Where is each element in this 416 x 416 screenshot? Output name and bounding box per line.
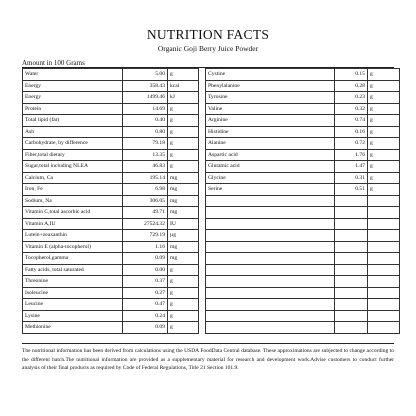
nutrient-value: 14.69	[123, 103, 168, 115]
nutrient-value: 0.27	[123, 287, 168, 299]
nutrient-unit	[368, 218, 400, 230]
table-row	[23, 138, 199, 150]
nutrient-name: Total lipid (fat)	[23, 115, 123, 127]
table-row	[206, 126, 400, 138]
nutrient-name: Histidine	[206, 126, 335, 138]
nutrient-name: Sugar,total including NLEA	[23, 161, 123, 173]
nutrient-name: Vitamin A,IU	[23, 218, 123, 230]
bottom-divider	[22, 343, 394, 344]
table-row	[206, 80, 400, 92]
table-row	[23, 276, 199, 288]
product-subtitle: Organic Goji Berry Juice Powder	[157, 44, 259, 53]
nutrient-unit	[368, 276, 400, 288]
nutrient-value	[335, 276, 368, 288]
nutrient-value	[335, 207, 368, 219]
nutrient-value: 46.83	[123, 161, 168, 173]
nutrient-name: Carbohydrate, by difference	[23, 138, 123, 150]
nutrient-name	[206, 253, 335, 265]
nutrient-name: Lysine	[23, 310, 123, 322]
nutrient-value: 5.00	[123, 69, 168, 81]
nutrient-name: Ash	[23, 126, 123, 138]
table-row	[206, 92, 400, 104]
nutrient-unit: g	[168, 161, 199, 173]
nutrient-unit	[368, 310, 400, 322]
nutrient-value	[335, 310, 368, 322]
nutrient-name: Valine	[206, 103, 335, 115]
nutrient-value: 358.43	[123, 80, 168, 92]
nutrient-unit: g	[168, 264, 199, 276]
nutrient-value	[335, 264, 368, 276]
nutrient-unit: kJ	[168, 92, 199, 104]
nutrient-unit: mg	[168, 207, 199, 219]
nutrient-unit: g	[368, 149, 400, 161]
nutrient-value: 0.28	[335, 80, 368, 92]
table-row	[23, 115, 199, 127]
nutrient-name: Alanine	[206, 138, 335, 150]
nutrient-value: 49.71	[123, 207, 168, 219]
nutrient-table-left	[22, 68, 199, 334]
nutrient-unit: g	[368, 138, 400, 150]
nutrient-value	[335, 218, 368, 230]
nutrient-value	[335, 195, 368, 207]
nutrient-unit	[368, 287, 400, 299]
nutrient-unit: g	[368, 172, 400, 184]
nutrient-name: Fiber,total dietary	[23, 149, 123, 161]
table-row	[23, 322, 199, 334]
nutrient-name	[206, 207, 335, 219]
nutrient-value: 0.37	[123, 276, 168, 288]
table-row	[206, 287, 400, 299]
nutrient-name	[206, 230, 335, 242]
nutrient-value: 79.18	[123, 138, 168, 150]
nutrient-value	[335, 230, 368, 242]
table-row	[206, 184, 400, 196]
nutrient-value: 0.24	[123, 310, 168, 322]
nutrient-name: Arginine	[206, 115, 335, 127]
nutrient-value: 0.40	[123, 115, 168, 127]
footnote-text: The nutritional information has been derived from calculations using the USDA FoodData Central database. These approximations are subjected to change according to the different batch.The nutritional information are provided as a supplementary material for research and development work.Advise customers to conduct further analysis of their final products as required by Code of Federal Regulations, Title 21 Section 101.9.	[22, 348, 394, 372]
nutrient-name: Leucine	[23, 299, 123, 311]
nutrient-unit: g	[168, 103, 199, 115]
table-row	[23, 103, 199, 115]
nutrient-value	[335, 241, 368, 253]
table-row	[206, 230, 400, 242]
nutrient-name: Glycine	[206, 172, 335, 184]
nutrient-name	[206, 241, 335, 253]
nutrient-value: 27524.32	[123, 218, 168, 230]
table-row	[23, 149, 199, 161]
table-row	[206, 253, 400, 265]
nutrient-name: Tyrosine	[206, 92, 335, 104]
nutrient-unit	[368, 207, 400, 219]
nutrient-value: 0.74	[335, 115, 368, 127]
table-row	[206, 161, 400, 173]
nutrient-name: Tocopherol,gamma	[23, 253, 123, 265]
nutrient-value: 6.98	[123, 184, 168, 196]
table-row	[23, 92, 199, 104]
nutrient-value: 0.72	[335, 138, 368, 150]
nutrient-name	[206, 310, 335, 322]
nutrient-unit: mg	[168, 172, 199, 184]
table-row	[206, 241, 400, 253]
nutrient-value: 1.16	[123, 241, 168, 253]
nutrient-unit: g	[168, 287, 199, 299]
nutrient-unit	[368, 230, 400, 242]
nutrient-name: Serine	[206, 184, 335, 196]
nutrient-unit: IU	[168, 218, 199, 230]
nutrient-value: 0.15	[335, 69, 368, 81]
nutrient-name: Isoleucine	[23, 287, 123, 299]
table-row	[23, 241, 199, 253]
nutrient-unit: mg	[168, 195, 199, 207]
nutrient-name	[206, 299, 335, 311]
nutrient-unit	[368, 264, 400, 276]
nutrient-unit: mg	[168, 241, 199, 253]
table-row	[23, 218, 199, 230]
nutrient-unit: g	[168, 299, 199, 311]
nutrient-unit: g	[168, 149, 199, 161]
nutrient-unit: g	[168, 69, 199, 81]
table-row	[206, 103, 400, 115]
nutrient-value	[335, 253, 368, 265]
table-row	[23, 80, 199, 92]
nutrient-value: 0.09	[123, 322, 168, 334]
nutrient-name: Water	[23, 69, 123, 81]
nutrient-value: 195.14	[123, 172, 168, 184]
nutrient-unit	[368, 241, 400, 253]
nutrient-value: 1499.46	[123, 92, 168, 104]
nutrient-value: 0.16	[335, 126, 368, 138]
table-row	[23, 184, 199, 196]
nutrient-value: 0.09	[123, 253, 168, 265]
nutrient-unit: g	[368, 80, 400, 92]
nutrient-name: Cystine	[206, 69, 335, 81]
nutrient-unit: g	[368, 69, 400, 81]
nutrient-unit: g	[168, 126, 199, 138]
nutrient-unit	[368, 253, 400, 265]
nutrient-unit: µg	[168, 230, 199, 242]
table-row	[23, 310, 199, 322]
amount-label: Amount in 100 Grams	[22, 59, 85, 67]
nutrient-value: 0.32	[335, 103, 368, 115]
nutrient-unit	[368, 299, 400, 311]
nutrient-unit	[368, 195, 400, 207]
nutrient-name: Aspartic acid	[206, 149, 335, 161]
nutrient-name	[206, 195, 335, 207]
nutrient-value: 0.51	[335, 184, 368, 196]
nutrient-name	[206, 218, 335, 230]
table-row	[23, 207, 199, 219]
nutrient-name: Glutamic acid	[206, 161, 335, 173]
nutrient-name: Calcium, Ca	[23, 172, 123, 184]
nutrient-unit: g	[168, 276, 199, 288]
table-row	[206, 195, 400, 207]
nutrient-name	[206, 264, 335, 276]
nutrient-name: Sodium, Na	[23, 195, 123, 207]
nutrient-unit: g	[368, 184, 400, 196]
nutrient-value: 306.05	[123, 195, 168, 207]
table-row	[206, 69, 400, 81]
nutrient-unit: g	[368, 126, 400, 138]
nutrient-value: 13.35	[123, 149, 168, 161]
nutrient-name: Vitamin E (alpha-tocopherol)	[23, 241, 123, 253]
table-row	[23, 69, 199, 81]
nutrient-value	[335, 299, 368, 311]
table-row	[23, 195, 199, 207]
table-row	[206, 218, 400, 230]
nutrient-name: Iron, Fe	[23, 184, 123, 196]
nutrient-unit: kcal	[168, 80, 199, 92]
nutrient-value: 0.31	[335, 172, 368, 184]
table-row	[23, 264, 199, 276]
page-title: NUTRITION FACTS	[146, 27, 270, 42]
table-row	[206, 299, 400, 311]
table-row	[206, 276, 400, 288]
nutrient-value	[335, 287, 368, 299]
table-row	[206, 310, 400, 322]
nutrient-name: Methionine	[23, 322, 123, 334]
nutrient-table-right	[205, 68, 400, 334]
nutrient-name: Protein	[23, 103, 123, 115]
nutrient-name	[206, 322, 335, 334]
nutrient-unit: g	[168, 138, 199, 150]
nutrient-value: 1.76	[335, 149, 368, 161]
nutrient-name: Fatty acids, total saturated	[23, 264, 123, 276]
nutrient-value: 0.47	[123, 299, 168, 311]
nutrient-value	[335, 322, 368, 334]
nutrient-name: Energy	[23, 92, 123, 104]
nutrient-name	[206, 276, 335, 288]
nutrient-unit	[368, 322, 400, 334]
nutrient-value: 0.00	[123, 264, 168, 276]
table-row	[23, 230, 199, 242]
nutrient-unit: g	[368, 103, 400, 115]
nutrient-name: Threonine	[23, 276, 123, 288]
nutrient-unit: mg	[168, 184, 199, 196]
table-row	[23, 172, 199, 184]
nutrient-unit: g	[168, 310, 199, 322]
nutrient-name: Vitamin C,total ascorbic acid	[23, 207, 123, 219]
table-row	[23, 161, 199, 173]
nutrient-unit: g	[368, 161, 400, 173]
nutrient-name	[206, 287, 335, 299]
table-row	[23, 287, 199, 299]
nutrient-name: Lutein+zeaxanthin	[23, 230, 123, 242]
table-row	[206, 115, 400, 127]
nutrient-value: 729.19	[123, 230, 168, 242]
table-row	[206, 207, 400, 219]
table-row	[206, 149, 400, 161]
nutrient-unit: mg	[168, 253, 199, 265]
table-row	[206, 172, 400, 184]
nutrient-value: 1.47	[335, 161, 368, 173]
table-row	[23, 253, 199, 265]
nutrient-unit: g	[168, 322, 199, 334]
table-row	[23, 126, 199, 138]
table-row	[206, 138, 400, 150]
nutrient-name: Phenylalanine	[206, 80, 335, 92]
nutrient-value: 0.23	[335, 92, 368, 104]
nutrient-unit: g	[368, 92, 400, 104]
table-row	[206, 264, 400, 276]
nutrient-unit: g	[168, 115, 199, 127]
nutrient-value: 0.80	[123, 126, 168, 138]
table-row	[23, 299, 199, 311]
nutrient-unit: g	[368, 115, 400, 127]
table-row	[206, 322, 400, 334]
nutrient-name: Energy	[23, 80, 123, 92]
